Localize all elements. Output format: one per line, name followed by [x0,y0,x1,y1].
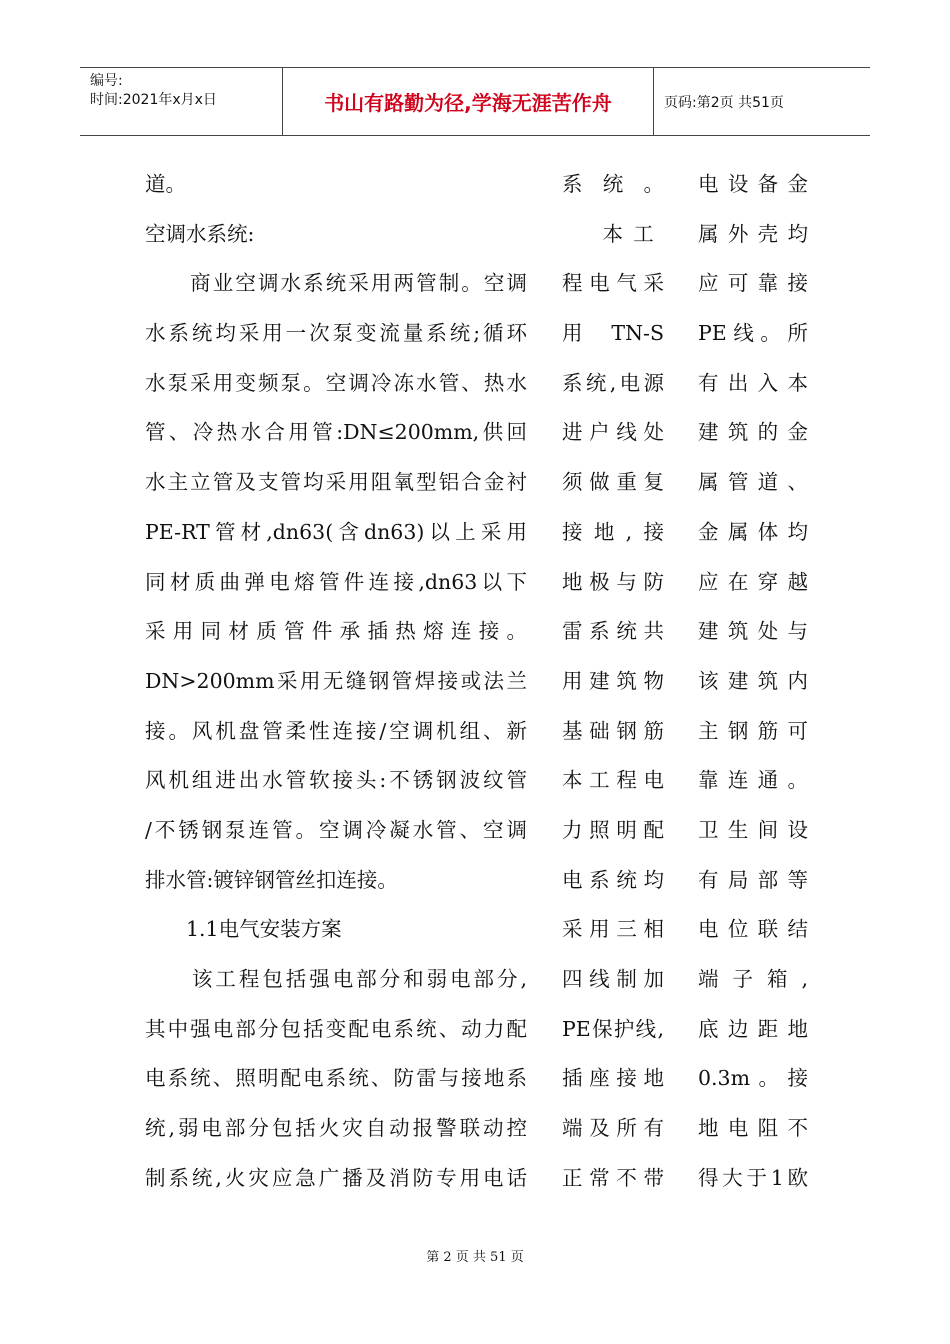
document-header [80,67,870,136]
text-line: 同材质曲弹电熔管件连接,dn63以下 [145,569,527,594]
text-line: 统,弱电部分包括火灾自动报警联动控 [145,1116,527,1141]
text-column-right [698,160,808,1203]
header-page-info: 页码:第2页 共51页 [664,94,784,111]
text-line: 水泵采用变频泵。空调冷冻水管、热水 [145,370,527,395]
text-line: 电位联结 [698,917,808,942]
page-footer: 第 2 页 共 51 页 [426,1250,524,1265]
text-line: 有出入本 [698,370,808,395]
text-line: 正常不带 [562,1165,664,1190]
text-line: 用TN-S [562,321,664,346]
text-line: 进户线处 [562,420,664,445]
text-line: 插座接地 [562,1066,664,1091]
text-line: 须做重复 [562,470,664,495]
text-line: 管、冷热水合用管:DN≤200mm,供回 [145,420,527,445]
text-line: 本工 [602,221,664,246]
text-line: 端及所有 [562,1116,664,1141]
header-motto: 书山有路勤为径,学海无涯苦作舟 [283,68,654,135]
text-line: 有局部等 [698,867,808,892]
text-line: 电系统均 [562,867,664,892]
text-line: 端子箱, [698,967,808,991]
text-line: 制系统,火灾应急广播及消防专用电话 [145,1165,527,1190]
text-line: 属管道、 [698,470,808,495]
text-line: 排水管:镀锌钢管丝扣连接。 [145,867,398,892]
text-line: PE-RT管材,dn63(含dn63)以上采用 [145,519,527,544]
text-line: PE保护线, [562,1016,664,1041]
text-line: DN>200mm采用无缝钢管焊接或法兰 [145,668,527,693]
text-line: 金属体均 [698,519,808,544]
header-meta [80,68,283,135]
text-line: 0.3m。接 [698,1066,808,1091]
text-line: 该建筑内 [698,668,808,693]
text-line: 用建筑物 [562,668,664,693]
text-line: 风机组进出水管软接头:不锈钢波纹管 [145,768,527,793]
text-line: 属外壳均 [698,221,808,246]
text-line: 电系统、照明配电系统、防雷与接地系 [145,1066,527,1091]
text-line: 系统。 [562,172,664,196]
text-line: 主钢筋可 [698,718,808,743]
text-line: 该工程包括强电部分和弱电部分, [145,967,527,991]
text-line: 力照明配 [562,817,664,842]
text-line: 空调水系统: [145,221,255,246]
text-column-main [145,160,527,1203]
text-line: 卫生间设 [698,817,808,842]
text-line: PE线。所 [698,321,808,346]
text-line: 1.1电气安装方案 [145,917,342,942]
text-line: 系统,电源 [562,370,664,395]
text-line: 电设备金 [698,172,808,196]
text-line: /不锈钢泵连管。空调冷凝水管、空调 [145,817,527,842]
text-line: 其中强电部分包括变配电系统、动力配 [145,1016,527,1041]
text-line: 底边距地 [698,1016,808,1041]
text-line: 地极与防 [562,569,664,594]
document-time-label: 时间:2021年x月x日 [90,92,217,108]
text-line: 水主立管及支管均采用阻氧型铝合金衬 [145,470,527,495]
text-line: 建筑的金 [698,420,808,445]
text-line: 四线制加 [562,967,664,991]
text-line: 程电气采 [562,271,664,296]
text-line: 应在穿越 [698,569,808,594]
text-line: 商业空调水系统采用两管制。空调 [145,271,527,296]
text-line: 建筑处与 [698,619,808,644]
text-line: 雷系统共 [562,619,664,644]
text-line: 接地,接 [562,519,664,544]
text-line: 接。风机盘管柔性连接/空调机组、新 [145,718,527,743]
text-line: 应可靠接 [698,271,808,296]
text-line: 靠连通。 [698,768,808,793]
text-line: 采用三相 [562,917,664,942]
text-line: 本工程电 [562,768,664,793]
text-line: 道。 [145,172,186,196]
text-column-middle [562,160,664,1203]
document-number-label: 编号: [90,73,123,89]
text-line: 基础钢筋 [562,718,664,743]
text-line: 水系统均采用一次泵变流量系统;循环 [145,321,527,346]
text-line: 地电阻不 [698,1116,808,1141]
text-line: 得大于1欧 [698,1165,808,1190]
text-line: 采用同材质管件承插热熔连接。 [145,619,527,644]
